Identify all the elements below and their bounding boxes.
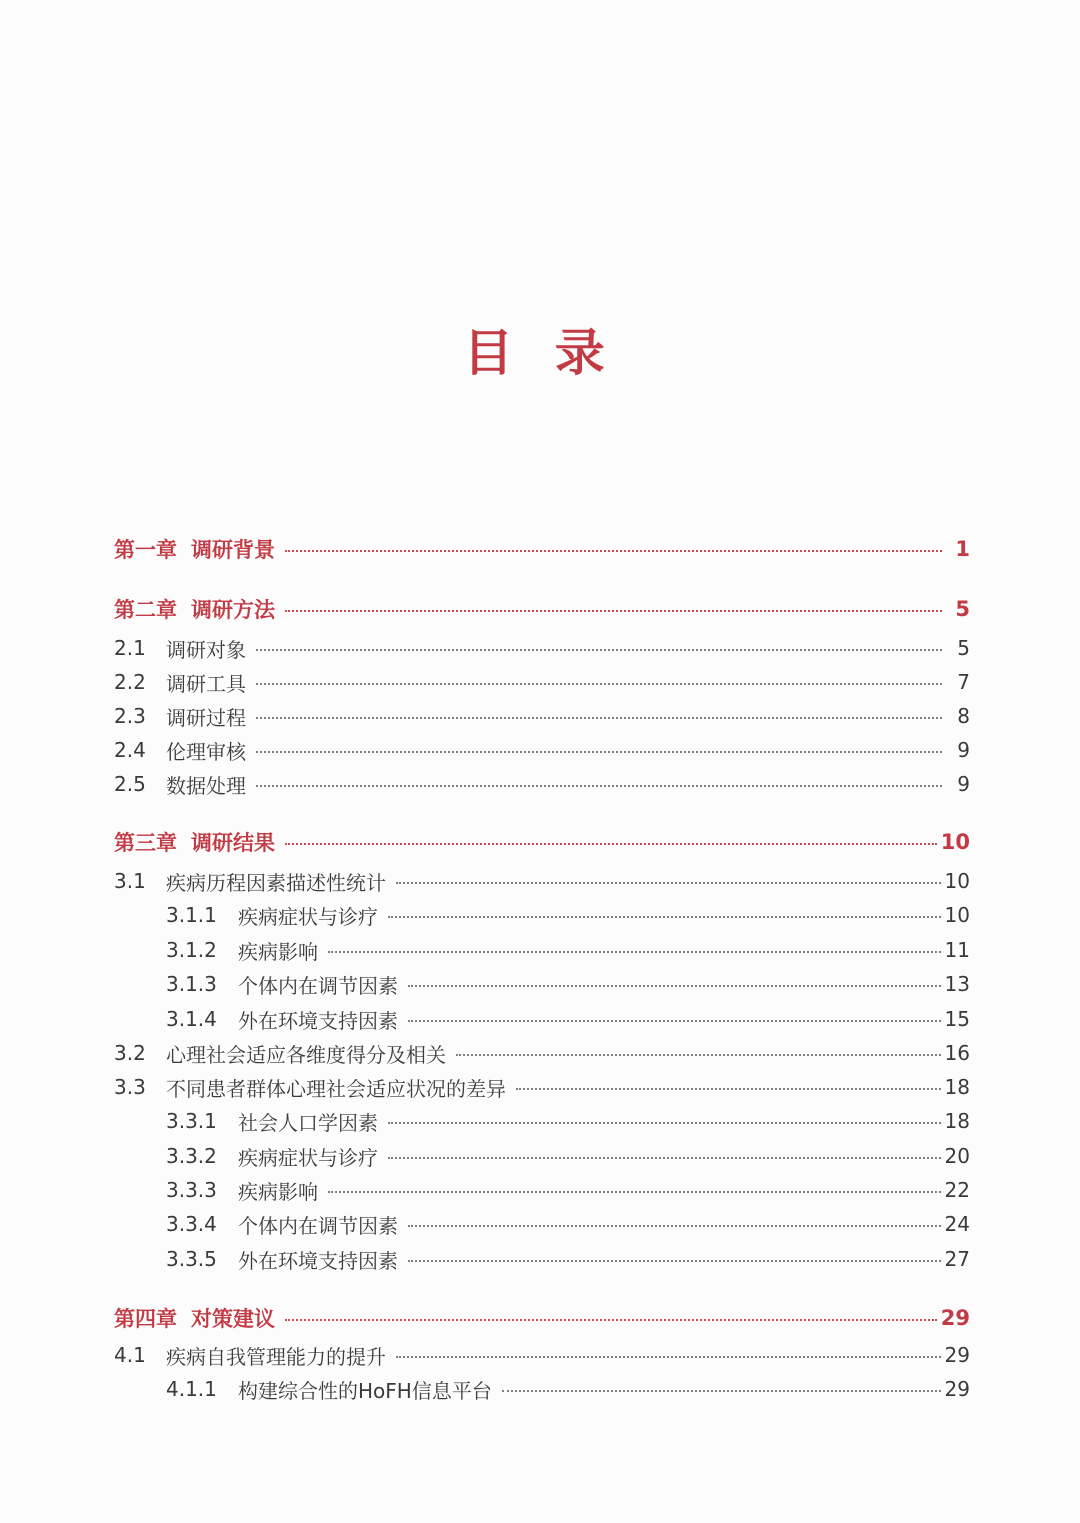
dot-leader <box>256 785 942 787</box>
section-number: 2.3 <box>114 704 146 728</box>
section-title: 疾病症状与诊疗 <box>238 904 378 929</box>
toc-entry-3-1-3[interactable] <box>114 969 970 999</box>
section-title: 外在环境支持因素 <box>238 1008 398 1033</box>
dot-leader <box>408 1225 941 1227</box>
dot-leader <box>516 1088 941 1090</box>
toc-entry-3-3-4[interactable] <box>114 1209 970 1239</box>
toc-entry-3-1-1[interactable] <box>114 900 970 930</box>
dot-leader <box>388 916 941 918</box>
section-number: 3.3.1 <box>166 1109 217 1133</box>
section-number: 3.3 <box>114 1075 146 1099</box>
toc-entry-3-1[interactable] <box>114 866 970 896</box>
dot-leader <box>408 985 941 987</box>
section-title: 疾病症状与诊疗 <box>238 1145 378 1170</box>
toc-entry-4-1[interactable] <box>114 1340 970 1370</box>
section-number: 2.4 <box>114 738 146 762</box>
section-number: 3.3.4 <box>166 1212 217 1236</box>
section-title: 外在环境支持因素 <box>238 1248 398 1273</box>
section-title: 伦理审核 <box>166 739 246 764</box>
chapter-title: 调研结果 <box>191 831 275 855</box>
dot-leader <box>388 1122 941 1124</box>
page-number: 7 <box>957 670 970 694</box>
toc-entry-3-3-3[interactable] <box>114 1175 970 1205</box>
chapter-number: 第四章 <box>114 1307 177 1331</box>
section-number: 3.2 <box>114 1041 146 1065</box>
toc-entry-3-2[interactable] <box>114 1038 970 1068</box>
toc-chapter-3[interactable] <box>114 827 970 857</box>
section-number: 3.3.2 <box>166 1144 217 1168</box>
section-number: 3.3.5 <box>166 1247 217 1271</box>
toc-entry-2-1[interactable] <box>114 633 970 663</box>
page-number: 5 <box>955 597 970 621</box>
dot-leader <box>396 1356 941 1358</box>
dot-leader <box>256 717 942 719</box>
toc-entry-3-1-4[interactable] <box>114 1004 970 1034</box>
section-title: 疾病影响 <box>238 1179 318 1204</box>
chapter-title: 对策建议 <box>191 1307 275 1331</box>
section-number: 4.1.1 <box>166 1377 217 1401</box>
page-number: 15 <box>944 1007 970 1031</box>
dot-leader <box>256 751 942 753</box>
section-title: 调研工具 <box>166 671 246 696</box>
section-title: 心理社会适应各维度得分及相关 <box>166 1042 446 1067</box>
section-number: 3.1.2 <box>166 938 217 962</box>
toc-entry-3-3-5[interactable] <box>114 1244 970 1274</box>
section-title: 疾病历程因素描述性统计 <box>166 870 386 895</box>
chapter-title: 调研方法 <box>191 598 275 622</box>
dot-leader <box>328 951 941 953</box>
page-number: 1 <box>955 537 970 561</box>
page-number: 29 <box>940 1306 970 1330</box>
dot-leader <box>285 843 937 845</box>
dot-leader <box>256 683 942 685</box>
toc-entry-2-2[interactable] <box>114 667 970 697</box>
toc-entry-2-4[interactable] <box>114 735 970 765</box>
chapter-number: 第一章 <box>114 538 177 562</box>
toc-entry-2-3[interactable] <box>114 701 970 731</box>
dot-leader <box>285 610 942 612</box>
dot-leader <box>328 1191 941 1193</box>
page-number: 10 <box>944 869 970 893</box>
section-number: 2.1 <box>114 636 146 660</box>
section-number: 4.1 <box>114 1343 146 1367</box>
section-number: 3.1.4 <box>166 1007 217 1031</box>
dot-leader <box>408 1020 941 1022</box>
section-number: 2.2 <box>114 670 146 694</box>
page-number: 10 <box>944 903 970 927</box>
chapter-number: 第三章 <box>114 831 177 855</box>
toc-entry-3-3[interactable] <box>114 1072 970 1102</box>
page-number: 22 <box>944 1178 970 1202</box>
page-number: 13 <box>944 972 970 996</box>
page-number: 9 <box>957 738 970 762</box>
dot-leader <box>502 1390 941 1392</box>
page-number: 20 <box>944 1144 970 1168</box>
toc-entry-3-3-2[interactable] <box>114 1141 970 1171</box>
section-title: 疾病影响 <box>238 939 318 964</box>
toc-chapter-1[interactable] <box>114 534 970 564</box>
section-number: 3.1.3 <box>166 972 217 996</box>
dot-leader <box>408 1260 941 1262</box>
section-number: 3.3.3 <box>166 1178 217 1202</box>
section-number: 3.1.1 <box>166 903 217 927</box>
dot-leader <box>285 550 942 552</box>
page-number: 11 <box>944 938 970 962</box>
chapter-number: 第二章 <box>114 598 177 622</box>
dot-leader <box>256 649 942 651</box>
page-number: 29 <box>944 1377 970 1401</box>
page-number: 24 <box>944 1212 970 1236</box>
dot-leader <box>456 1054 941 1056</box>
section-title: 个体内在调节因素 <box>238 973 398 998</box>
dot-leader <box>285 1319 937 1321</box>
section-title: 不同患者群体心理社会适应状况的差异 <box>166 1076 506 1101</box>
section-number: 2.5 <box>114 772 146 796</box>
page-number: 10 <box>940 830 970 854</box>
section-title: 疾病自我管理能力的提升 <box>166 1344 386 1369</box>
page-number: 8 <box>957 704 970 728</box>
page-number: 16 <box>944 1041 970 1065</box>
toc-entry-2-5[interactable] <box>114 769 970 799</box>
section-number: 3.1 <box>114 869 146 893</box>
page-number: 18 <box>944 1075 970 1099</box>
toc-chapter-2[interactable] <box>114 594 970 624</box>
page-number: 27 <box>944 1247 970 1271</box>
chapter-title: 调研背景 <box>191 538 275 562</box>
toc-entry-4-1-1[interactable] <box>114 1374 970 1404</box>
page-number: 29 <box>944 1343 970 1367</box>
section-title: 调研对象 <box>166 637 246 662</box>
page-number: 5 <box>957 636 970 660</box>
toc-entry-3-3-1[interactable] <box>114 1106 970 1136</box>
page-number: 18 <box>944 1109 970 1133</box>
dot-leader <box>388 1157 941 1159</box>
section-title: 调研过程 <box>166 705 246 730</box>
page-title: 目 录 <box>463 324 617 382</box>
section-title: 个体内在调节因素 <box>238 1213 398 1238</box>
section-title: 社会人口学因素 <box>238 1110 378 1135</box>
section-title: 构建综合性的HoFH信息平台 <box>238 1378 492 1403</box>
toc-chapter-4[interactable] <box>114 1303 970 1333</box>
page-number: 9 <box>957 772 970 796</box>
toc-entry-3-1-2[interactable] <box>114 935 970 965</box>
dot-leader <box>396 882 941 884</box>
section-title: 数据处理 <box>166 773 246 798</box>
